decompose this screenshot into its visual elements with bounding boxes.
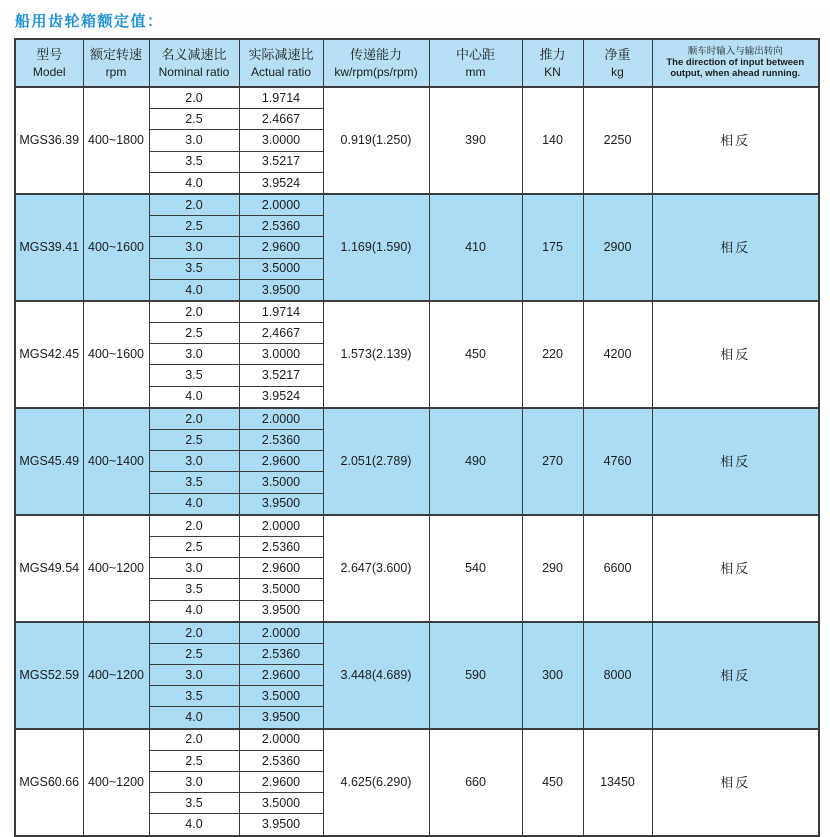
nominal-ratio-cell: 2.5 — [149, 643, 239, 664]
header-model-zh: 型号 — [36, 47, 63, 63]
nominal-ratio-cell: 3.0 — [149, 772, 239, 793]
actual-ratio-cell: 2.5360 — [239, 643, 323, 664]
nominal-ratio-cell: 3.0 — [149, 451, 239, 472]
table-row — [15, 622, 819, 644]
nominal-ratio-cell: 4.0 — [149, 172, 239, 194]
thrust-cell: 220 — [522, 301, 583, 408]
rated-speed-cell: 400~1800 — [83, 87, 149, 194]
actual-ratio-cell: 2.5360 — [239, 750, 323, 771]
actual-ratio-cell: 2.9600 — [239, 665, 323, 686]
actual-ratio-cell: 3.5000 — [239, 472, 323, 493]
nominal-ratio-cell: 2.5 — [149, 750, 239, 771]
nominal-ratio-cell: 2.0 — [149, 622, 239, 644]
thrust-cell: 450 — [522, 729, 583, 836]
actual-ratio-cell: 3.9500 — [239, 493, 323, 515]
nominal-ratio-cell: 2.5 — [149, 216, 239, 237]
header-rated-speed-zh: 额定转速 — [89, 47, 142, 63]
direction-cell: 相反 — [652, 408, 819, 515]
nominal-ratio-cell: 3.5 — [149, 258, 239, 279]
direction-cell: 相反 — [652, 194, 819, 301]
nominal-ratio-cell: 4.0 — [149, 279, 239, 301]
model-cell: MGS49.54 — [15, 515, 83, 622]
rated-speed-cell: 400~1600 — [83, 194, 149, 301]
nominal-ratio-cell: 2.5 — [149, 323, 239, 344]
header-nominal-ratio-zh: 名义减速比 — [161, 47, 227, 63]
header-capacity-zh: 传递能力 — [349, 47, 402, 63]
header-capacity-en: kw/rpm(ps/rpm) — [334, 64, 418, 79]
model-cell: MGS52.59 — [15, 622, 83, 729]
capacity-cell: 4.625(6.290) — [323, 729, 429, 836]
actual-ratio-cell: 2.4667 — [239, 109, 323, 130]
header-actual-ratio — [239, 39, 323, 87]
rated-speed-cell: 400~1400 — [83, 408, 149, 515]
nominal-ratio-cell: 3.5 — [149, 472, 239, 493]
capacity-cell: 3.448(4.689) — [323, 622, 429, 729]
net-weight-cell: 6600 — [583, 515, 652, 622]
thrust-cell: 175 — [522, 194, 583, 301]
page-title: 船用齿轮箱额定值： — [15, 12, 164, 30]
direction-cell: 相反 — [652, 515, 819, 622]
nominal-ratio-cell: 4.0 — [149, 493, 239, 515]
nominal-ratio-cell: 2.0 — [149, 301, 239, 323]
actual-ratio-cell: 3.5217 — [239, 151, 323, 172]
header-direction — [652, 39, 819, 87]
model-cell: MGS45.49 — [15, 408, 83, 515]
capacity-cell: 1.573(2.139) — [323, 301, 429, 408]
header-net-weight-zh: 净重 — [604, 47, 631, 63]
model-cell: MGS39.41 — [15, 194, 83, 301]
net-weight-cell: 13450 — [583, 729, 652, 836]
direction-cell: 相反 — [652, 729, 819, 836]
nominal-ratio-cell: 4.0 — [149, 600, 239, 622]
actual-ratio-cell: 3.5217 — [239, 365, 323, 386]
direction-cell: 相反 — [652, 301, 819, 408]
header-capacity — [323, 39, 429, 87]
nominal-ratio-cell: 2.5 — [149, 536, 239, 557]
actual-ratio-cell: 1.9714 — [239, 301, 323, 323]
rated-speed-cell: 400~1200 — [83, 729, 149, 836]
nominal-ratio-cell: 3.5 — [149, 686, 239, 707]
model-cell: MGS36.39 — [15, 87, 83, 194]
nominal-ratio-cell: 3.0 — [149, 665, 239, 686]
actual-ratio-cell: 3.0000 — [239, 130, 323, 151]
center-distance-cell: 390 — [429, 87, 522, 194]
nominal-ratio-cell: 2.5 — [149, 109, 239, 130]
capacity-cell: 1.169(1.590) — [323, 194, 429, 301]
center-distance-cell: 410 — [429, 194, 522, 301]
nominal-ratio-cell: 2.0 — [149, 729, 239, 751]
thrust-cell: 140 — [522, 87, 583, 194]
thrust-cell: 290 — [522, 515, 583, 622]
table-header — [15, 39, 819, 87]
thrust-cell: 270 — [522, 408, 583, 515]
actual-ratio-cell: 2.5360 — [239, 430, 323, 451]
header-center-distance — [429, 39, 522, 87]
nominal-ratio-cell: 3.0 — [149, 130, 239, 151]
thrust-cell: 300 — [522, 622, 583, 729]
header-thrust-en: KN — [544, 64, 561, 79]
rated-speed-cell: 400~1200 — [83, 515, 149, 622]
nominal-ratio-cell: 2.0 — [149, 408, 239, 430]
header-net-weight — [583, 39, 652, 87]
catalog-page — [0, 10, 830, 833]
table-row — [15, 515, 819, 537]
capacity-cell: 2.647(3.600) — [323, 515, 429, 622]
table-row — [15, 408, 819, 430]
actual-ratio-cell: 3.5000 — [239, 579, 323, 600]
nominal-ratio-cell: 3.5 — [149, 365, 239, 386]
header-thrust-zh: 推力 — [539, 47, 566, 63]
actual-ratio-cell: 2.4667 — [239, 323, 323, 344]
actual-ratio-cell: 2.0000 — [239, 622, 323, 644]
nominal-ratio-cell: 3.0 — [149, 344, 239, 365]
direction-cell: 相反 — [652, 87, 819, 194]
nominal-ratio-cell: 2.0 — [149, 87, 239, 109]
header-model-en: Model — [32, 64, 66, 79]
header-row — [15, 39, 819, 87]
actual-ratio-cell: 3.9500 — [239, 814, 323, 836]
header-net-weight-en: kg — [611, 64, 624, 79]
header-model — [15, 39, 83, 87]
capacity-cell: 2.051(2.789) — [323, 408, 429, 515]
capacity-cell: 0.919(1.250) — [323, 87, 429, 194]
gearbox-ratings-table — [14, 38, 820, 837]
header-actual-ratio-zh: 实际减速比 — [248, 47, 314, 63]
actual-ratio-cell: 2.9600 — [239, 772, 323, 793]
rated-speed-cell: 400~1200 — [83, 622, 149, 729]
nominal-ratio-cell: 4.0 — [149, 386, 239, 408]
header-nominal-ratio-en: Nominal ratio — [158, 64, 230, 79]
actual-ratio-cell: 2.0000 — [239, 729, 323, 751]
center-distance-cell: 590 — [429, 622, 522, 729]
header-actual-ratio-en: Actual ratio — [250, 64, 312, 79]
nominal-ratio-cell: 3.5 — [149, 793, 239, 814]
net-weight-cell: 4760 — [583, 408, 652, 515]
actual-ratio-cell: 3.9524 — [239, 386, 323, 408]
actual-ratio-cell: 2.9600 — [239, 558, 323, 579]
table-row — [15, 87, 819, 109]
table-row — [15, 194, 819, 216]
ratings-table-body — [15, 87, 819, 836]
nominal-ratio-cell: 3.0 — [149, 237, 239, 258]
nominal-ratio-cell: 4.0 — [149, 707, 239, 729]
actual-ratio-cell: 3.5000 — [239, 258, 323, 279]
header-center-distance-zh: 中心距 — [455, 47, 495, 63]
header-thrust — [522, 39, 583, 87]
actual-ratio-cell: 2.9600 — [239, 237, 323, 258]
header-rated-speed-en: rpm — [105, 64, 127, 79]
center-distance-cell: 540 — [429, 515, 522, 622]
direction-cell: 相反 — [652, 622, 819, 729]
actual-ratio-cell: 2.0000 — [239, 194, 323, 216]
actual-ratio-cell: 3.0000 — [239, 344, 323, 365]
nominal-ratio-cell: 3.5 — [149, 579, 239, 600]
rated-speed-cell: 400~1600 — [83, 301, 149, 408]
net-weight-cell: 2900 — [583, 194, 652, 301]
header-direction-en: The direction of input between output, when ahead running. — [666, 57, 805, 80]
net-weight-cell: 2250 — [583, 87, 652, 194]
nominal-ratio-cell: 4.0 — [149, 814, 239, 836]
table-row — [15, 301, 819, 323]
header-nominal-ratio — [149, 39, 239, 87]
nominal-ratio-cell: 2.5 — [149, 430, 239, 451]
center-distance-cell: 490 — [429, 408, 522, 515]
actual-ratio-cell: 2.5360 — [239, 216, 323, 237]
actual-ratio-cell: 3.9524 — [239, 172, 323, 194]
nominal-ratio-cell: 2.0 — [149, 194, 239, 216]
nominal-ratio-cell: 2.0 — [149, 515, 239, 537]
actual-ratio-cell: 2.5360 — [239, 536, 323, 557]
model-cell: MGS60.66 — [15, 729, 83, 836]
actual-ratio-cell: 3.5000 — [239, 793, 323, 814]
net-weight-cell: 4200 — [583, 301, 652, 408]
actual-ratio-cell: 2.0000 — [239, 515, 323, 537]
actual-ratio-cell: 2.0000 — [239, 408, 323, 430]
nominal-ratio-cell: 3.0 — [149, 558, 239, 579]
nominal-ratio-cell: 3.5 — [149, 151, 239, 172]
header-rated-speed — [83, 39, 149, 87]
actual-ratio-cell: 1.9714 — [239, 87, 323, 109]
center-distance-cell: 450 — [429, 301, 522, 408]
actual-ratio-cell: 2.9600 — [239, 451, 323, 472]
center-distance-cell: 660 — [429, 729, 522, 836]
header-center-distance-en: mm — [465, 64, 486, 79]
actual-ratio-cell: 3.5000 — [239, 686, 323, 707]
table-row — [15, 729, 819, 751]
actual-ratio-cell: 3.9500 — [239, 707, 323, 729]
net-weight-cell: 8000 — [583, 622, 652, 729]
actual-ratio-cell: 3.9500 — [239, 600, 323, 622]
header-direction-zh: 顺车时输入与输出转向 — [687, 45, 783, 57]
model-cell: MGS42.45 — [15, 301, 83, 408]
actual-ratio-cell: 3.9500 — [239, 279, 323, 301]
